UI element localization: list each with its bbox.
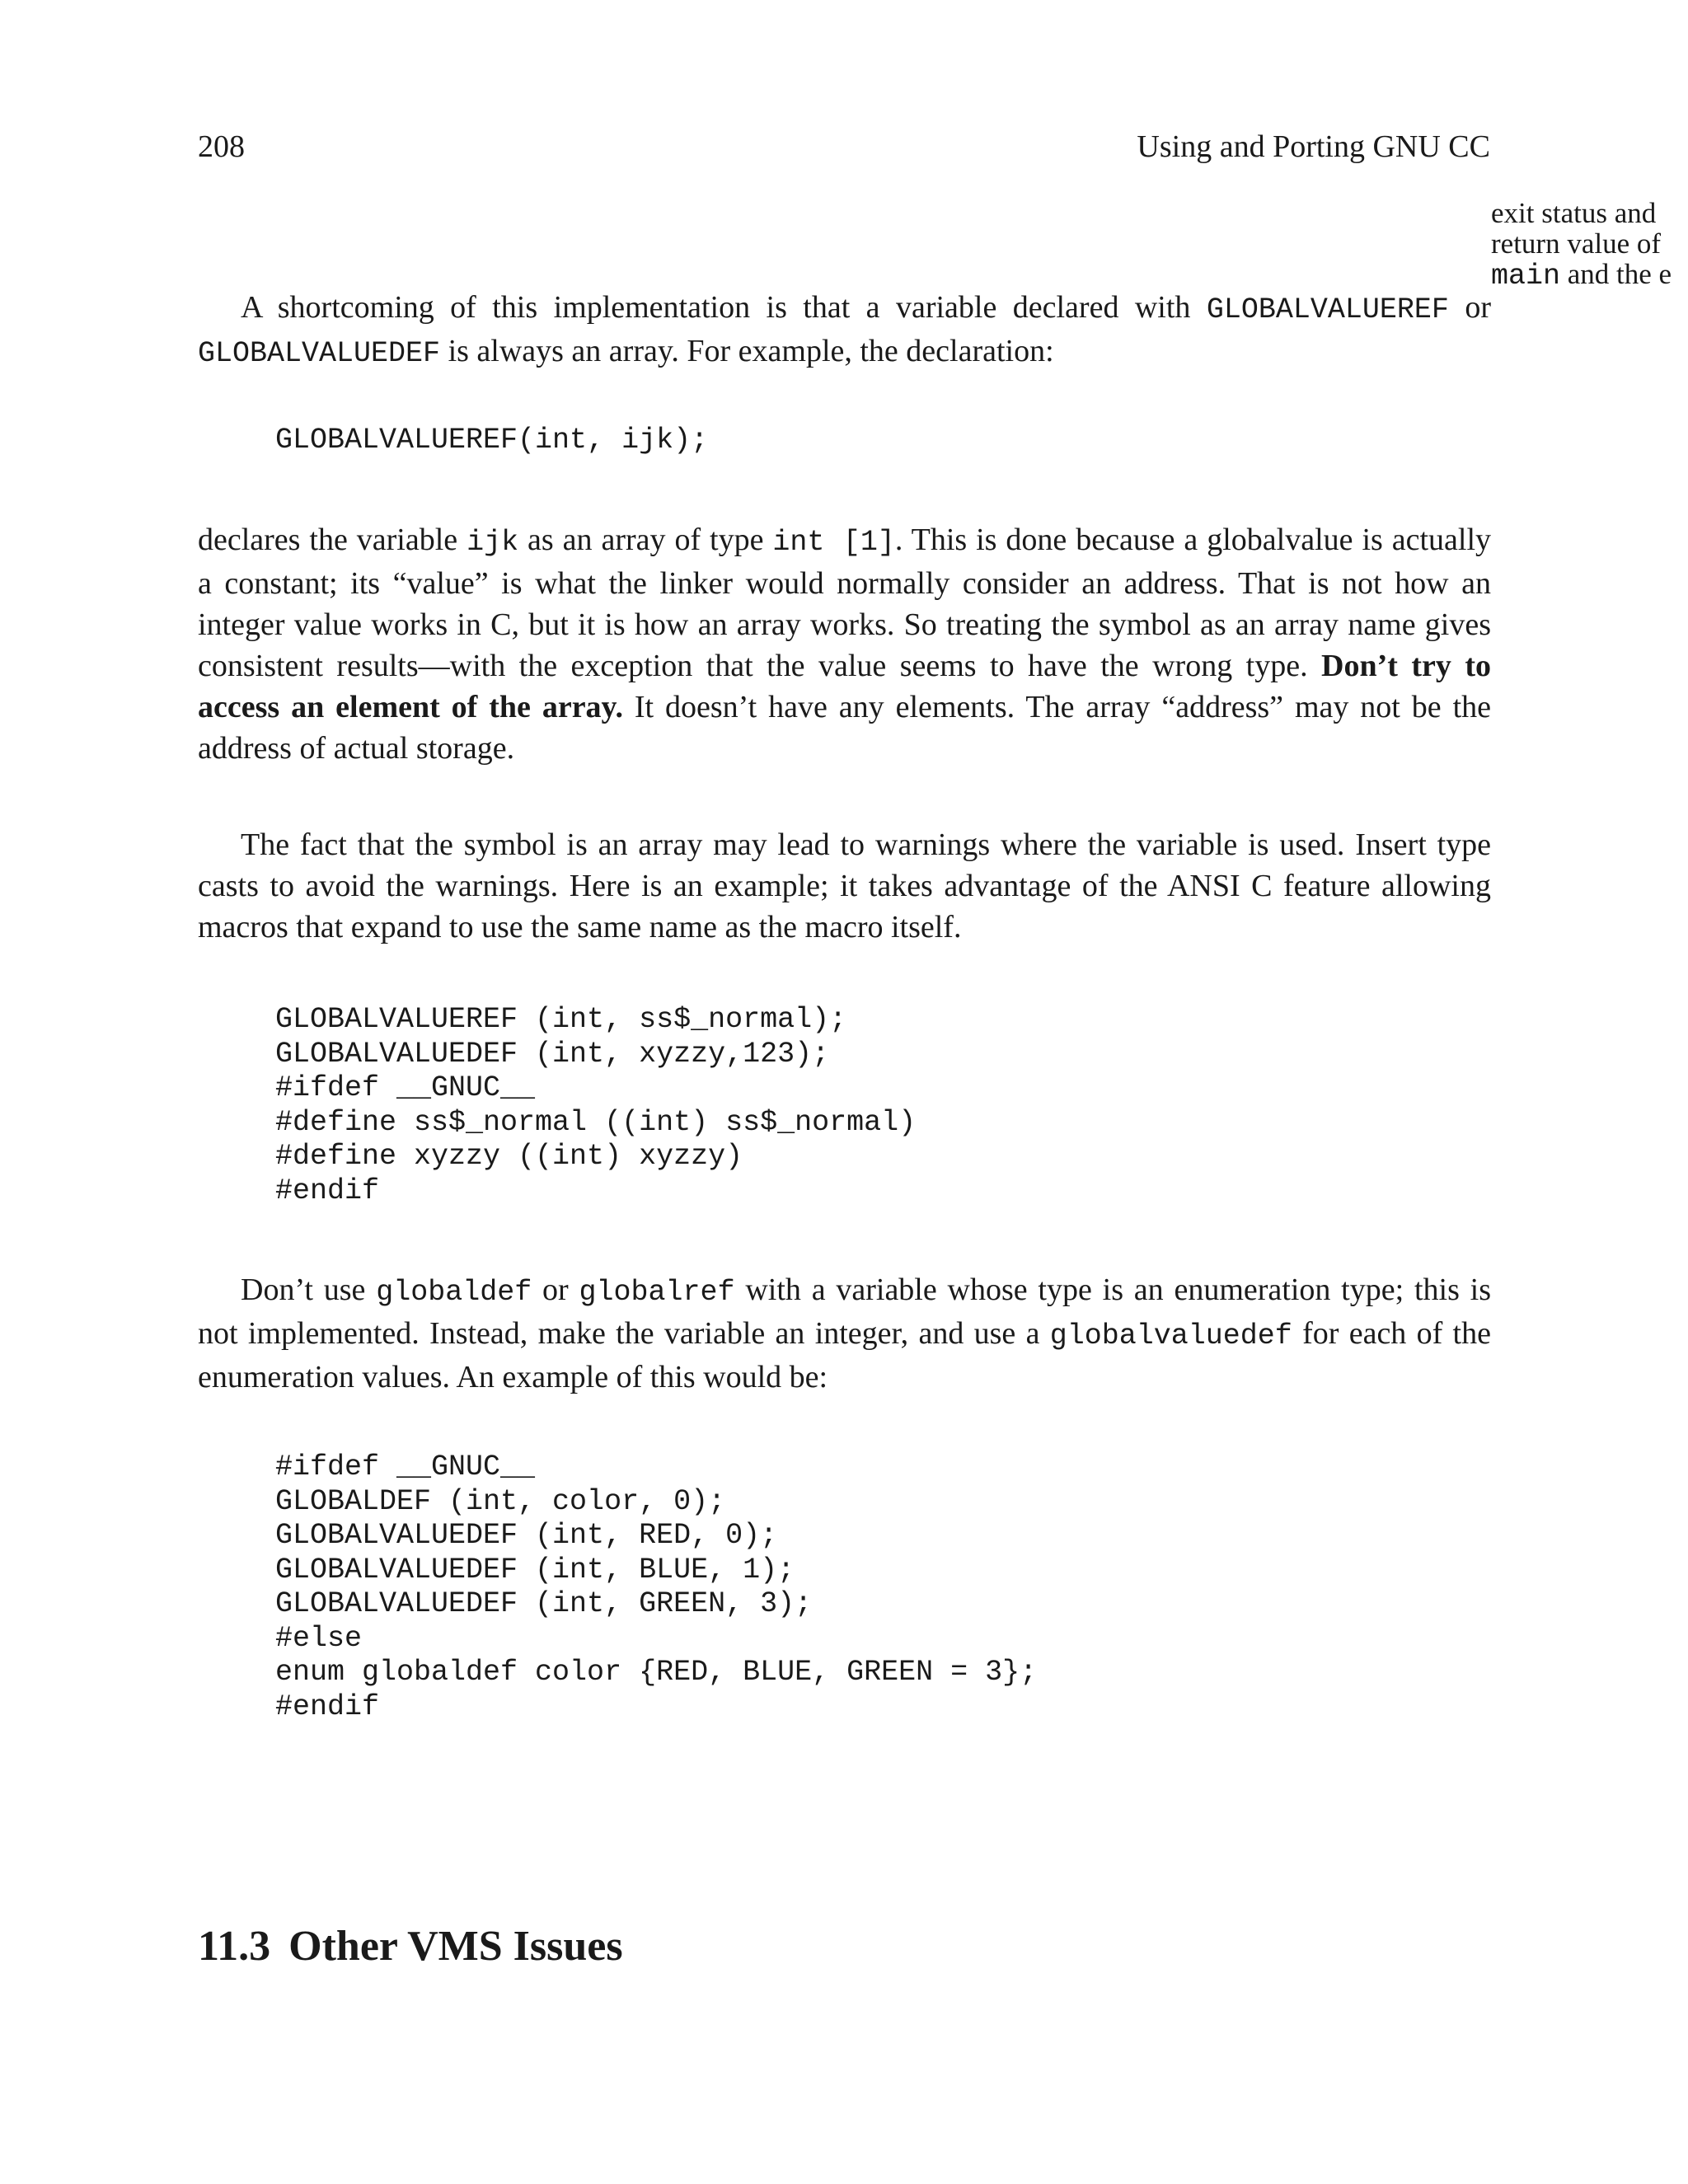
text-run: as an array of type bbox=[518, 523, 773, 557]
text-run: with a variable whose type is an enumeration type; this is not implemented. Instead, make the variable an integer, and use a bbox=[198, 1272, 1492, 1351]
inline-code: globaldef bbox=[376, 1276, 532, 1309]
text-run: or bbox=[1448, 290, 1492, 325]
text-run: or bbox=[532, 1272, 579, 1307]
text-run: declares the variable bbox=[198, 523, 467, 557]
bold-warning: Don’t try to access an element of the array. bbox=[198, 649, 1492, 724]
section-heading bbox=[198, 1922, 623, 1971]
paragraph-4 bbox=[198, 1269, 1491, 1398]
paragraph-1 bbox=[198, 287, 1491, 374]
text-run: . This is done because a globalvalue is actually a constant; its “value” is what the linker would normally consider an address. That is not how an integer value works in C, but it is how an array works. So treating the symbol as an array name gives consistent results—with the exception that the value seems to have the wrong type. bbox=[198, 523, 1492, 683]
text-run: It doesn’t have any elements. The array “address” may not be the address of actual storage. bbox=[198, 690, 1491, 766]
section-number: 11.3 bbox=[198, 1923, 271, 1970]
inline-code: ijk bbox=[467, 526, 519, 559]
inline-code: globalvaluedef bbox=[1049, 1319, 1292, 1352]
inline-code: globalref bbox=[579, 1276, 735, 1309]
margin-note-text: and the e bbox=[1560, 258, 1672, 290]
code-block-3: #ifdef __GNUC__ GLOBALDEF (int, color, 0); GLOBALVALUEDEF (int, RED, 0); GLOBALVALUEDEF (int, BLUE, 1); GLOBALVALUEDEF (int, GREEN, 3); #else enum globaldef color {RED, BLUE, GREEN = 3}; #endif bbox=[275, 1451, 1038, 1723]
margin-note-code: main bbox=[1491, 260, 1561, 292]
running-title: Using and Porting GNU CC bbox=[1137, 129, 1490, 164]
text-run: Don’t use bbox=[241, 1272, 377, 1307]
paragraph-text: The fact that the symbol is an array may lead to warnings where the variable is used. Insert type casts to avoid the warnings. Here is an example; it takes advantage of the ANSI C feature allowing macros that expand to use the same name as the macro itself. bbox=[198, 827, 1491, 944]
code-block-2: GLOBALVALUEREF (int, ss$_normal); GLOBALVALUEDEF (int, xyzzy,123); #ifdef __GNUC__ #define ss$_normal ((int) ss$_normal) #define xyzzy ((int) xyzzy) #endif bbox=[275, 1003, 917, 1207]
section-title: Other VMS Issues bbox=[288, 1923, 623, 1970]
margin-note-line: return value of bbox=[1491, 227, 1662, 260]
margin-note-line bbox=[1491, 259, 1688, 292]
inline-code: int [1] bbox=[772, 526, 895, 559]
inline-code: GLOBALVALUEDEF bbox=[198, 337, 441, 370]
paragraph-3 bbox=[198, 824, 1491, 948]
text-run: A shortcoming of this implementation is that a variable declared with bbox=[241, 290, 1207, 325]
code-block-1: GLOBALVALUEREF(int, ijk); bbox=[275, 424, 709, 457]
margin-note-line: exit status and bbox=[1491, 198, 1657, 229]
margin-note bbox=[1491, 198, 1688, 292]
text-run: is always an array. For example, the declaration: bbox=[440, 334, 1054, 368]
page-number: 208 bbox=[198, 129, 245, 164]
paragraph-2 bbox=[198, 519, 1491, 769]
inline-code: GLOBALVALUEREF bbox=[1206, 293, 1449, 326]
text-run: for each of the enumeration values. An example of this would be: bbox=[198, 1316, 1491, 1394]
